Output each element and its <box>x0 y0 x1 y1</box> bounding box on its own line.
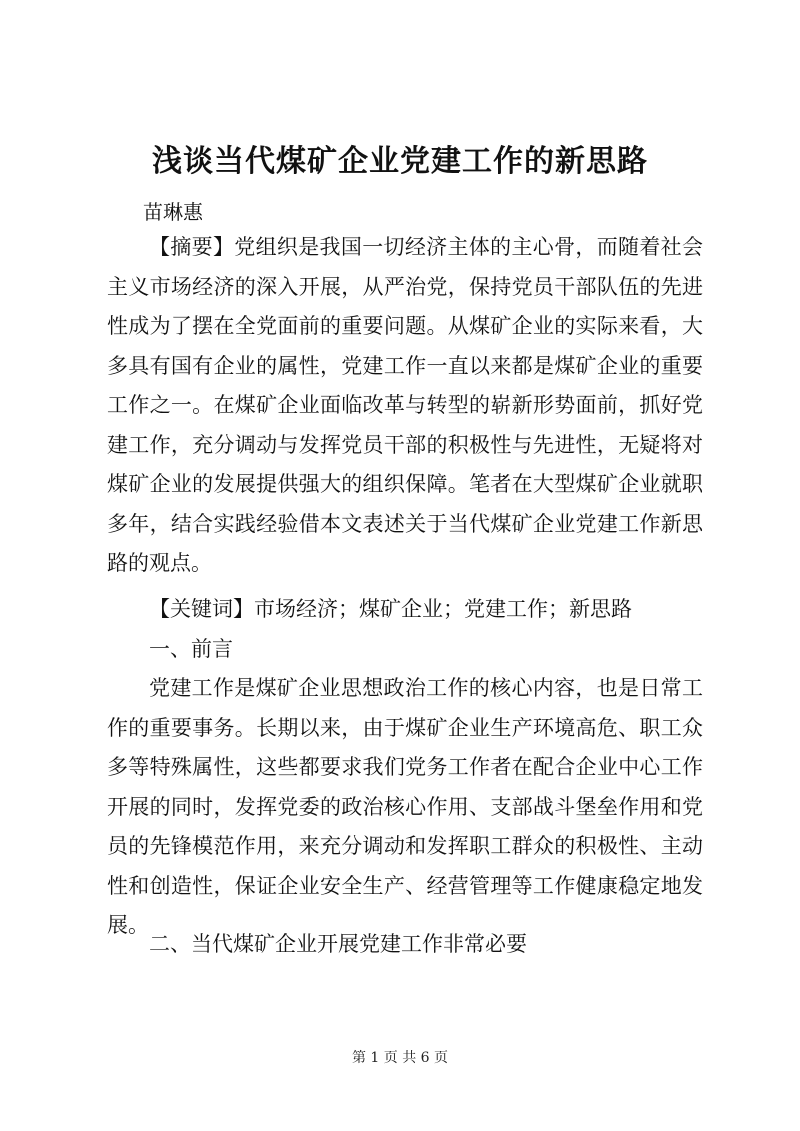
section-1-paragraph: 党建工作是煤矿企业思想政治工作的核心内容，也是日常工作的重要事务。长期以来，由于煤矿企业生产环境高危、职工众多等特殊属性，这些都要求我们党务工作者在配合企业中心工作开展的同时，发挥党委的政治核心作用、支部战斗堡垒作用和党员的先锋模范作用，来充分调动和发挥职工群众的积极性、主动性和创造性，保证企业安全生产、经营管理等工作健康稳定地发展。 <box>107 676 703 937</box>
section-heading-1: 一、前言 <box>149 637 233 661</box>
abstract-paragraph: 【摘要】党组织是我国一切经济主体的主心骨，而随着社会主义市场经济的深入开展，从严治党，保持党员干部队伍的先进性成为了摆在全党面前的重要问题。从煤矿企业的实际来看，大多具有国有企业的属性，党建工作一直以来都是煤矿企业的重要工作之一。在煤矿企业面临改革与转型的崭新形势面前，抓好党建工作，充分调动与发挥党员干部的积极性与先进性，无疑将对煤矿企业的发展提供强大的组织保障。笔者在大型煤矿企业就职多年，结合实践经验借本文表述关于当代煤矿企业党建工作新思路的观点。 <box>107 235 703 575</box>
page-footer: 第 1 页 共 6 页 <box>351 1050 449 1066</box>
author-name: 苗琳惠 <box>143 200 203 224</box>
document-title: 浅谈当代煤矿企业党建工作的新思路 <box>152 144 648 179</box>
keywords-line: 【关键词】市场经济；煤矿企业；党建工作；新思路 <box>149 597 632 621</box>
section-heading-2: 二、当代煤矿企业开展党建工作非常必要 <box>149 932 527 956</box>
